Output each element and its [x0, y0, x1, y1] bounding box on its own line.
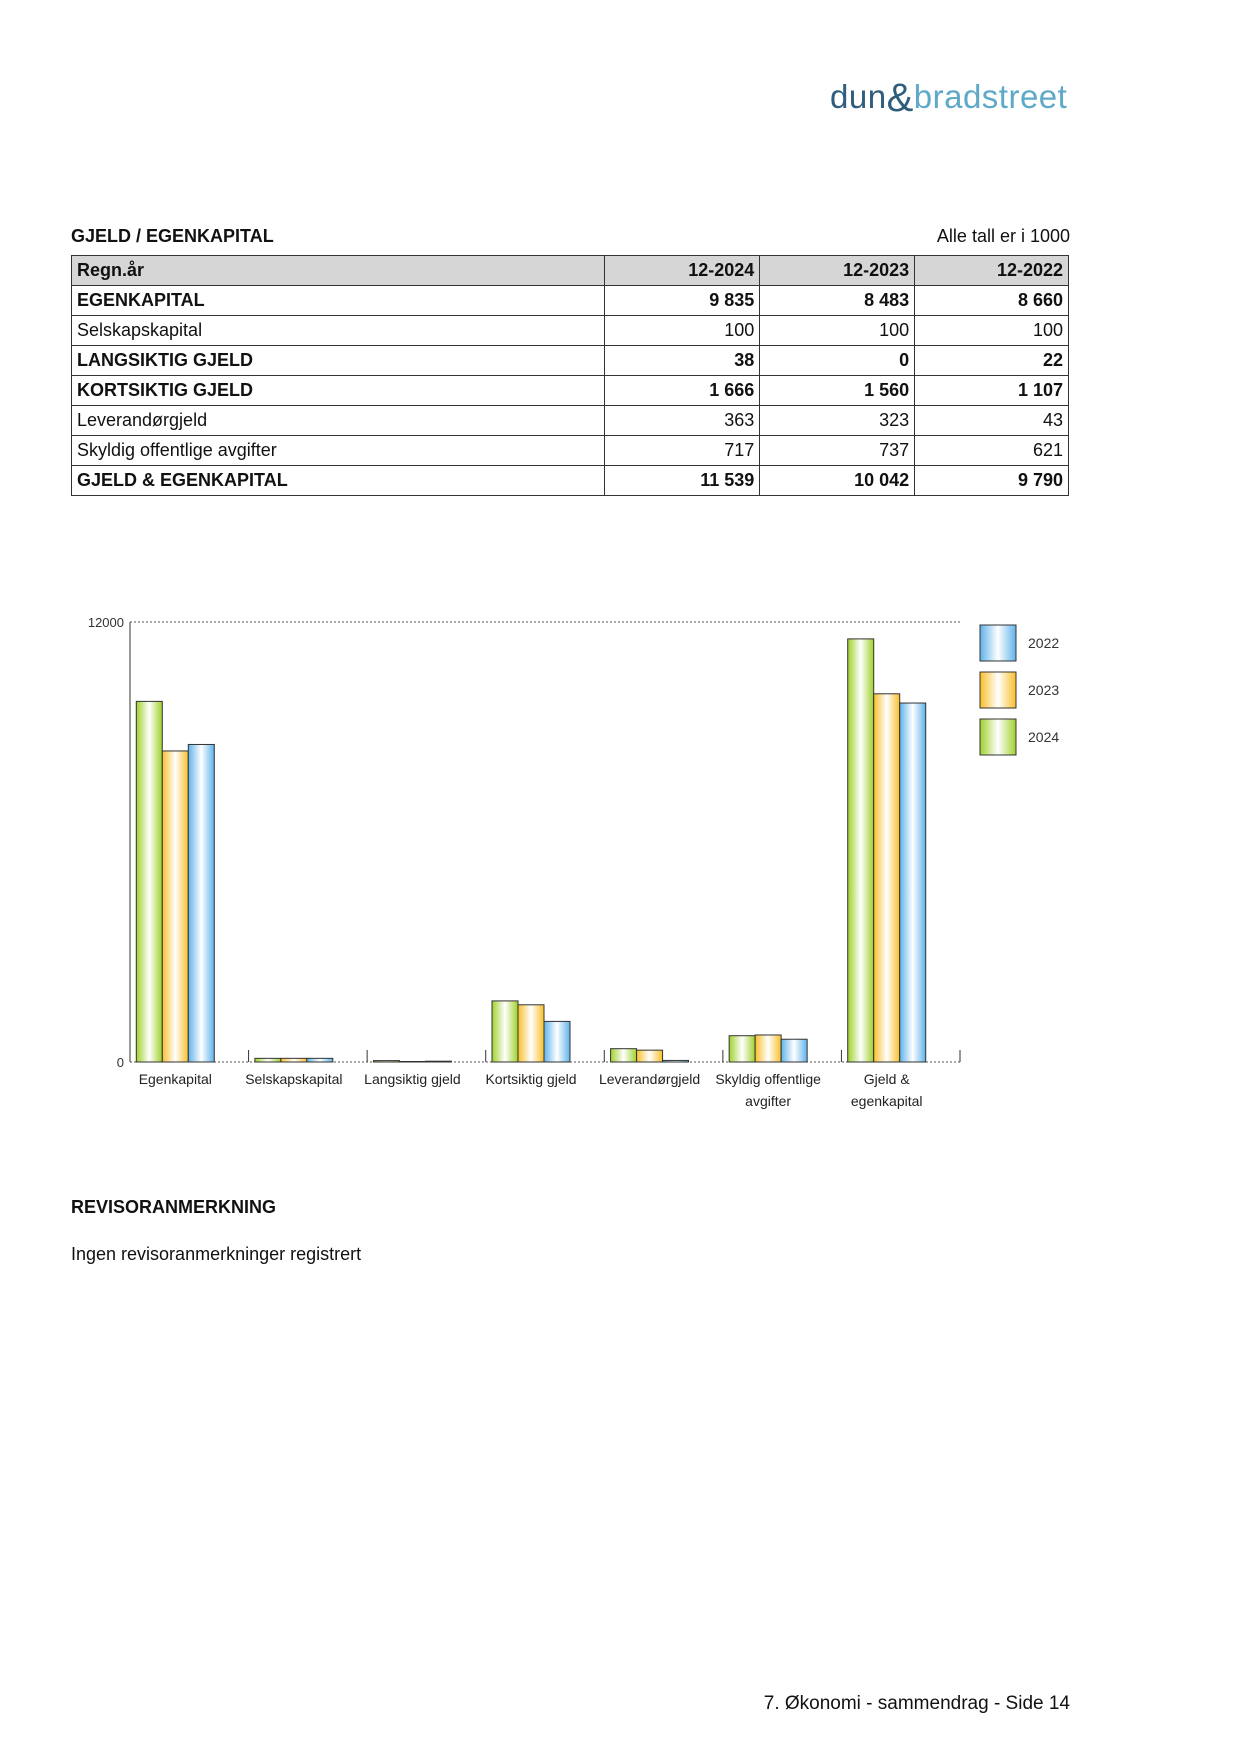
x-tick-label: Egenkapital	[138, 1071, 212, 1087]
bar	[136, 701, 162, 1062]
x-tick-label: Kortsiktig gjeld	[485, 1071, 577, 1087]
bar	[255, 1058, 281, 1062]
x-tick-label: Leverandørgjeld	[598, 1071, 701, 1087]
bar	[162, 751, 188, 1062]
bar	[755, 1035, 781, 1062]
row-value: 323	[760, 406, 915, 436]
row-value: 11 539	[605, 466, 760, 496]
legend-swatch	[980, 672, 1016, 708]
dun-bradstreet-logo	[830, 78, 1070, 128]
bar	[663, 1060, 689, 1062]
row-value: 10 042	[760, 466, 915, 496]
table-row	[72, 436, 1069, 466]
header-cell: Regn.år	[72, 256, 605, 286]
table-row	[72, 346, 1069, 376]
row-value: 100	[605, 316, 760, 346]
row-value: 9 835	[605, 286, 760, 316]
logo-text-dun: dun	[830, 78, 887, 115]
bar	[399, 1062, 425, 1063]
legend-swatch	[980, 719, 1016, 755]
row-label: EGENKAPITAL	[72, 286, 605, 316]
table-row	[72, 406, 1069, 436]
x-tick-label: avgifter	[745, 1093, 792, 1109]
row-value: 8 483	[760, 286, 915, 316]
row-label: LANGSIKTIG GJELD	[72, 346, 605, 376]
row-value: 1 560	[760, 376, 915, 406]
row-value: 0	[760, 346, 915, 376]
header-cell: 12-2024	[605, 256, 760, 286]
row-value: 8 660	[915, 286, 1069, 316]
row-value: 43	[915, 406, 1069, 436]
bar	[637, 1050, 663, 1062]
row-value: 100	[760, 316, 915, 346]
legend-label: 2023	[1028, 682, 1060, 698]
row-label: Selskapskapital	[72, 316, 605, 346]
row-value: 38	[605, 346, 760, 376]
x-tick-label: Gjeld &	[863, 1071, 910, 1087]
bar	[425, 1061, 451, 1062]
table-row	[72, 466, 1069, 496]
logo-ampersand: &	[886, 76, 914, 120]
legend-swatch	[980, 625, 1016, 661]
bar	[307, 1058, 333, 1062]
row-value: 100	[915, 316, 1069, 346]
x-tick-label: Skyldig offentlige	[715, 1071, 821, 1087]
table-row	[72, 376, 1069, 406]
row-value: 1 107	[915, 376, 1069, 406]
bar	[188, 744, 214, 1062]
financial-table	[71, 255, 1069, 496]
row-value: 1 666	[605, 376, 760, 406]
bar-chart	[60, 605, 1060, 1125]
x-tick-label: Langsiktig gjeld	[364, 1071, 461, 1087]
row-label: Leverandørgjeld	[72, 406, 605, 436]
row-label: Skyldig offentlige avgifter	[72, 436, 605, 466]
row-value: 737	[760, 436, 915, 466]
remark-title: REVISORANMERKNING	[71, 1197, 277, 1217]
bar	[544, 1021, 570, 1062]
bar	[874, 694, 900, 1062]
table-row	[72, 316, 1069, 346]
y-tick-label: 0	[116, 1055, 124, 1070]
row-label: KORTSIKTIG GJELD	[72, 376, 605, 406]
row-value: 621	[915, 436, 1069, 466]
legend-label: 2024	[1028, 729, 1060, 745]
bar	[611, 1049, 637, 1062]
bar	[729, 1036, 755, 1062]
bar	[781, 1039, 807, 1062]
bar	[281, 1058, 307, 1062]
x-tick-label: egenkapital	[850, 1093, 923, 1109]
row-value: 9 790	[915, 466, 1069, 496]
bar	[492, 1001, 518, 1062]
row-label: GJELD & EGENKAPITAL	[72, 466, 605, 496]
page-footer: 7. Økonomi - sammendrag - Side 14	[763, 1693, 1070, 1714]
row-value: 22	[915, 346, 1069, 376]
legend-label: 2022	[1028, 635, 1060, 651]
bar	[518, 1005, 544, 1062]
header-cell: 12-2023	[760, 256, 915, 286]
bar	[900, 703, 926, 1062]
table-row	[72, 286, 1069, 316]
logo-text-bradstreet: bradstreet	[913, 78, 1068, 115]
units-note: Alle tall er i 1000	[936, 226, 1070, 246]
bar	[848, 639, 874, 1062]
row-value: 717	[605, 436, 760, 466]
section-title: GJELD / EGENKAPITAL	[71, 226, 274, 246]
y-tick-label: 12000	[87, 615, 124, 630]
row-value: 363	[605, 406, 760, 436]
x-tick-label: Selskapskapital	[245, 1071, 343, 1087]
header-cell: 12-2022	[915, 256, 1069, 286]
bar	[373, 1061, 399, 1062]
table-header-row	[72, 256, 1069, 286]
remark-text: Ingen revisoranmerkninger registrert	[71, 1244, 362, 1264]
